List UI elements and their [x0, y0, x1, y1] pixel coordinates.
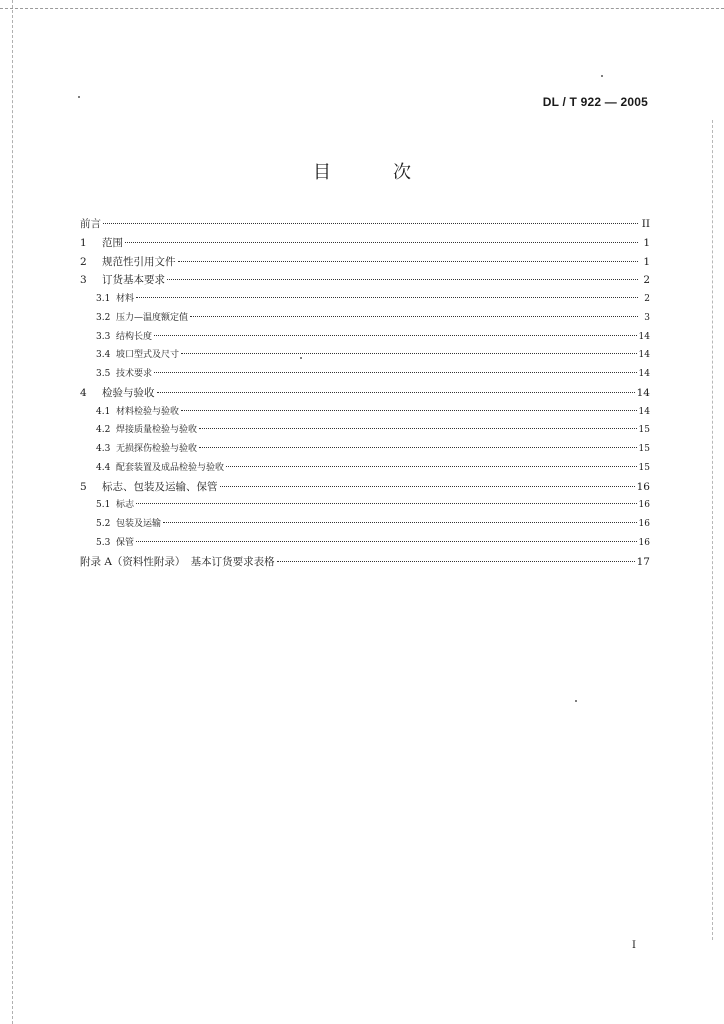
toc-leader-dots — [103, 223, 638, 224]
page-number: I — [632, 940, 636, 951]
toc-entry-title: 配套装置及成品检验与验收 — [116, 462, 225, 473]
toc-entry-title: 焊接质量检验与验收 — [116, 425, 198, 436]
toc-entry[interactable] — [80, 479, 650, 498]
toc-entry[interactable] — [80, 535, 650, 554]
toc-entry-number: 3.4 — [96, 350, 111, 361]
toc-entry-number: 4.3 — [96, 444, 111, 454]
toc-leader-dots — [136, 541, 637, 542]
toc-entry[interactable] — [80, 460, 650, 479]
toc-entry-page: 3 — [644, 312, 650, 323]
toc-entry[interactable] — [80, 554, 650, 573]
toc-entry-title: 检验与验收 — [102, 386, 155, 399]
scan-border-left — [12, 0, 13, 1024]
toc-entry-page: 15 — [638, 462, 650, 473]
toc-entry-number: 5.1 — [96, 500, 111, 511]
toc-entry[interactable] — [80, 404, 650, 423]
toc-entry-title: 前言 — [80, 218, 101, 230]
toc-leader-dots — [181, 353, 637, 354]
toc-leader-dots — [163, 522, 637, 523]
toc-entry-title: 无损探伤检验与验收 — [116, 444, 198, 454]
toc-entry-title: 压力—温度额定值 — [116, 312, 189, 323]
toc-entry-number: 4.2 — [96, 425, 111, 436]
toc-entry-title: 保管 — [116, 537, 135, 548]
toc-leader-dots — [154, 335, 637, 336]
toc-entry-title: 标志 — [116, 500, 135, 511]
toc-leader-dots — [199, 428, 637, 429]
toc-entry-page: 14 — [638, 350, 650, 361]
toc-entry-title: 技术要求 — [116, 369, 153, 379]
toc-entry-number: 4.4 — [96, 462, 111, 473]
toc-entry-number: 5.3 — [96, 537, 111, 548]
toc-entry-number: 3.2 — [96, 312, 111, 323]
toc-leader-dots — [136, 297, 638, 298]
toc-entry-page: 1 — [643, 255, 650, 268]
toc-entry[interactable] — [80, 310, 650, 329]
toc-entry-page: 16 — [636, 480, 650, 493]
toc-entry-number: 1 — [80, 236, 87, 249]
toc-leader-dots — [226, 466, 637, 467]
toc-entry-page: 15 — [638, 444, 650, 454]
toc-entry[interactable] — [80, 272, 650, 291]
toc-entry-title: 附录 A（资料性附录） 基本订货要求表格 — [80, 555, 275, 568]
toc-entry[interactable] — [80, 254, 650, 273]
toc-entry-title: 标志、包装及运输、保管 — [102, 480, 218, 493]
toc-entry[interactable] — [80, 516, 650, 535]
toc-entry-number: 5.2 — [96, 519, 111, 529]
toc-entry-title: 包装及运输 — [116, 519, 162, 529]
toc-entry[interactable] — [80, 216, 650, 235]
toc-leader-dots — [125, 242, 638, 243]
toc-entry[interactable] — [80, 235, 650, 254]
toc-entry[interactable] — [80, 291, 650, 310]
document-code: DL / T 922 — 2005 — [542, 95, 648, 109]
toc-entry-number: 3.3 — [96, 331, 111, 342]
toc-entry-page: 16 — [638, 500, 650, 511]
toc-entry-number: 3 — [80, 274, 87, 287]
toc-entry[interactable] — [80, 329, 650, 348]
toc-entry-page: 16 — [638, 537, 650, 548]
toc-entry-number: 4.1 — [96, 406, 111, 417]
toc-leader-dots — [190, 316, 638, 317]
toc-entry[interactable] — [80, 441, 650, 460]
toc-leader-dots — [167, 279, 638, 280]
toc-entry[interactable] — [80, 422, 650, 441]
toc-leader-dots — [277, 561, 635, 562]
toc-entry-page: 17 — [636, 555, 650, 568]
toc-entry-title: 结构长度 — [116, 331, 153, 342]
toc-entry-page: II — [641, 218, 650, 230]
toc-entry-page: 14 — [638, 406, 650, 417]
scan-speck — [300, 357, 302, 359]
toc-entry-page: 14 — [638, 369, 650, 379]
scan-border-top — [0, 8, 724, 9]
toc-entry[interactable] — [80, 385, 650, 404]
toc-entry-number: 4 — [80, 386, 87, 399]
toc-entry[interactable] — [80, 347, 650, 366]
toc-entry-title: 规范性引用文件 — [102, 255, 176, 268]
toc-entry-title: 材料 — [116, 294, 135, 304]
toc-entry-number: 2 — [80, 255, 87, 268]
toc-entry-page: 2 — [643, 274, 650, 287]
toc-leader-dots — [154, 372, 637, 373]
toc-title: 目 次 — [313, 162, 433, 183]
toc-entry-page: 16 — [638, 519, 650, 529]
toc-leader-dots — [136, 503, 637, 504]
toc-entry-page: 1 — [643, 236, 650, 249]
toc-entry[interactable] — [80, 366, 650, 385]
toc-entry-number: 3.5 — [96, 369, 111, 379]
scan-speck — [601, 75, 603, 77]
toc-entry-title: 坡口型式及尺寸 — [116, 350, 180, 361]
toc-entry-page: 14 — [638, 331, 650, 342]
table-of-contents — [80, 216, 650, 572]
toc-leader-dots — [220, 486, 635, 487]
toc-leader-dots — [199, 447, 637, 448]
toc-leader-dots — [178, 261, 639, 262]
toc-entry-page: 2 — [644, 294, 650, 304]
scan-speck — [78, 96, 80, 98]
scan-border-right — [712, 120, 713, 940]
toc-leader-dots — [181, 410, 637, 411]
toc-entry-number: 3.1 — [96, 294, 111, 304]
toc-entry-title: 材料检验与验收 — [116, 406, 180, 417]
toc-entry-page: 15 — [638, 425, 650, 436]
toc-entry-page: 14 — [636, 386, 650, 399]
scan-speck — [575, 700, 577, 702]
toc-entry-number: 5 — [80, 480, 87, 493]
toc-entry[interactable] — [80, 497, 650, 516]
toc-entry-title: 订货基本要求 — [102, 274, 165, 287]
toc-leader-dots — [157, 392, 635, 393]
toc-entry-title: 范围 — [102, 236, 123, 249]
